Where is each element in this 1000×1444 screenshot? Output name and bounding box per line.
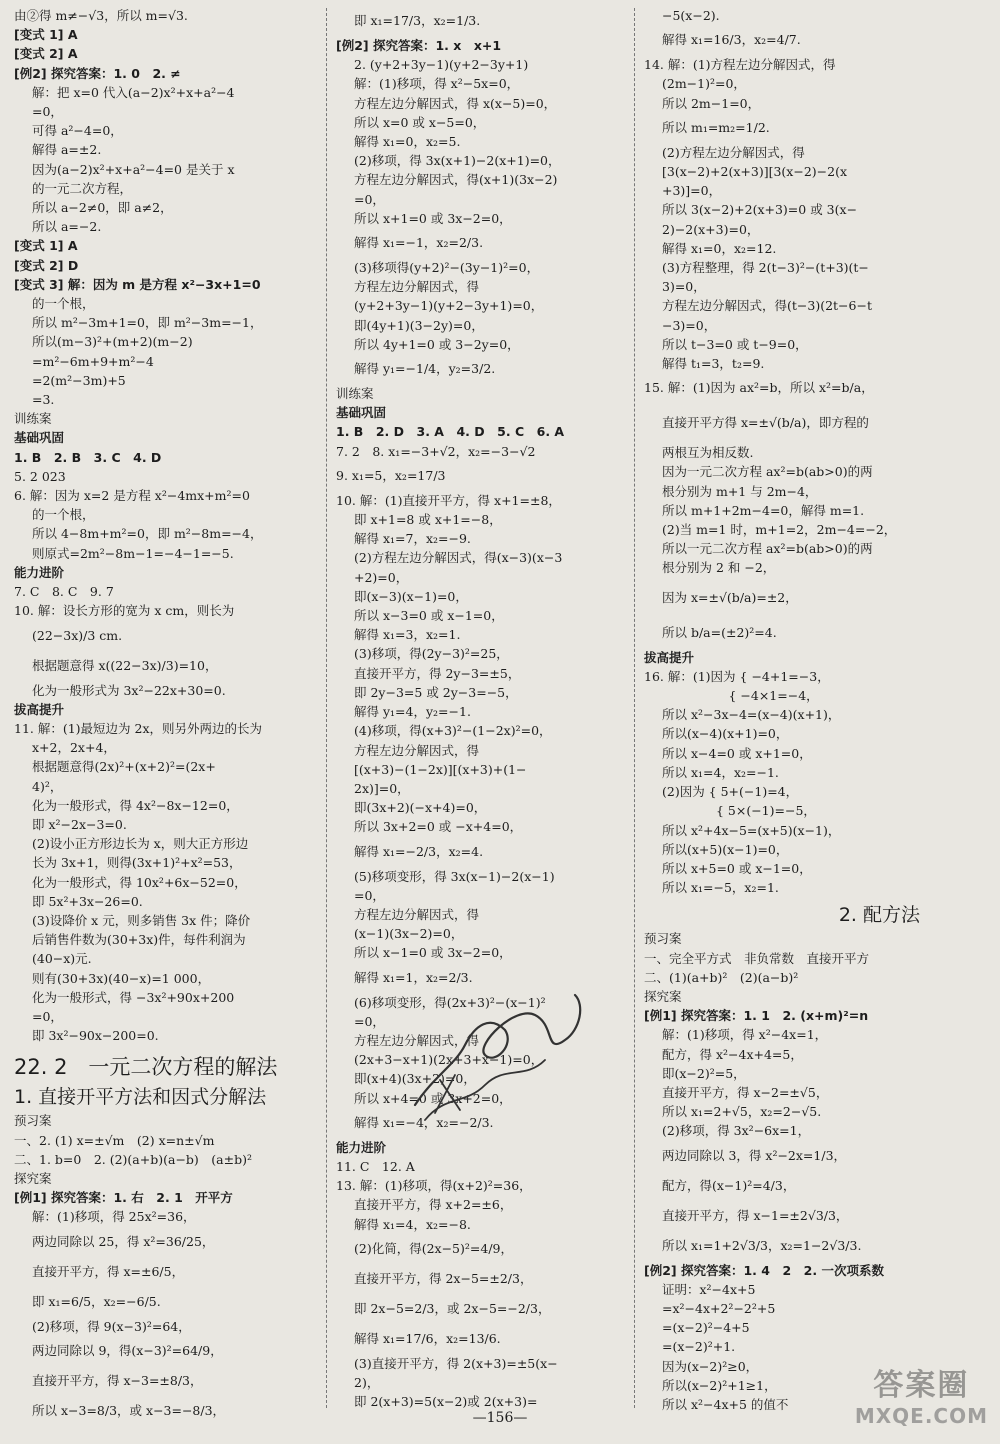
answer-line: (3)方程整理，得 2(t−3)²−(t+3)(t− — [662, 260, 869, 276]
answer-line: 即(x+4)(3x+2)=0， — [354, 1071, 476, 1087]
answer-line: 所以 2m−1=0， — [662, 95, 761, 111]
answer-line: 5. 2 023 — [14, 468, 66, 484]
answer-line: 所以 4y+1=0 或 3−2y=0， — [354, 336, 520, 352]
answer-line: (40−x)元. — [32, 951, 92, 967]
answer-line: (2)化简，得(2x−5)²=4/9， — [354, 1240, 513, 1256]
answer-line: 2. (y+2+3y−1)(y+2−3y+1) — [354, 57, 529, 73]
answer-line: 11. C 12. A — [336, 1158, 415, 1174]
answer-line: 解得 x₁=17/6，x₂=13/6. — [354, 1330, 501, 1346]
section-label: 训练案 — [14, 411, 52, 427]
answer-line: 解得 x₁=3，x₂=1. — [354, 627, 461, 643]
answer-line: 直接开平方，得 2y−3=±5， — [354, 665, 521, 681]
answer-line: 所以(x−2)²+1≥1， — [662, 1377, 777, 1393]
answer-line: 直接开平方，得 x=±6/5， — [32, 1263, 185, 1279]
answer-line: 14. 解：(1)方程左边分解因式，得 — [644, 57, 836, 73]
answer-line: (2)方程左边分解因式，得(x−3)(x−3 — [354, 550, 563, 566]
answer-column-2 — [336, 6, 628, 1411]
answer-line: 则有(30+3x)(40−x)=1 000， — [32, 970, 211, 986]
answer-line: 所以 x²−3x−4=(x−4)(x+1)， — [662, 707, 841, 723]
subsection-title: 2. 配方法 — [838, 904, 920, 927]
answer-line: =3. — [32, 392, 55, 408]
answer-line: 即 x₁=17/3，x₂=1/3. — [354, 13, 481, 28]
answer-line: 所以 x−3=0 或 x−1=0， — [354, 608, 504, 624]
subsection-title: 1. 直接开平方法和因式分解法 — [14, 1086, 267, 1109]
answer-line: 所以 x+1=0 或 3x−2=0， — [354, 210, 512, 226]
answer-line: 所以 4−8m+m²=0，即 m²−8m=−4， — [32, 526, 263, 542]
section-heading: [变式 2] D — [14, 257, 79, 273]
answer-line: 13. 解：(1)移项，得(x+2)²=36， — [336, 1178, 532, 1194]
answer-line: (3)直接开平方，得 2(x+3)=±5(x− — [354, 1355, 558, 1371]
answer-line: 9. x₁=5，x₂=17/3 — [336, 467, 446, 483]
section-heading: [例2] 探究答案：1. x x+1 — [336, 38, 502, 53]
answer-line: 所以 b/a=(±2)²=4. — [662, 624, 777, 640]
answer-line: 即(4y+1)(3−2y)=0， — [354, 317, 484, 333]
watermark-logo-text: 答案圈 — [873, 1368, 970, 1403]
section-heading: [例1] 探究答案：1. 右 2. 1 开平方 — [14, 1190, 233, 1206]
answer-line: 即 2y−3=5 或 2y−3=−5， — [354, 684, 518, 700]
answer-line: 6. 解：因为 x=2 是方程 x²−4mx+m²=0 — [14, 488, 250, 504]
answer-line: 方程左边分解因式，得 x(x−5)=0， — [354, 95, 557, 111]
answer-line: (2m−1)²=0， — [662, 76, 746, 92]
answer-line: (5)移项变形，得 3x(x−1)−2(x−1) — [354, 868, 555, 884]
answer-line: { 5×(−1)=−5， — [662, 803, 816, 819]
answer-line: 所以 x₁=2+√5，x₂=2−√5. — [662, 1104, 822, 1120]
answer-line: 即 x+1=8 或 x+1=−8， — [354, 512, 502, 528]
answer-line: (22−3x)/3 cm. — [32, 627, 123, 643]
answer-line: x+2，2x+4， — [32, 740, 116, 756]
answer-line: 所以 x+5=0 或 x−1=0， — [662, 860, 812, 876]
section-heading: [例2] 探究答案：1. 4 2 2. 一次项系数 — [644, 1262, 884, 1278]
section-heading: 能力进阶 — [336, 1139, 387, 1155]
answer-line: 7. 2 8. x₁=−3+√2，x₂=−3−√2 — [336, 443, 536, 459]
answer-line: (2)设小正方形边长为 x，则大正方形边 — [32, 836, 249, 852]
answer-line: 所以 x²−4x+5 的值不 — [662, 1396, 789, 1412]
page-number: —156— — [472, 1410, 528, 1426]
answer-line: 所以 x²+4x−5=(x+5)(x−1)， — [662, 822, 841, 838]
answer-line: 所以 a−2≠0，即 a≠2， — [32, 200, 173, 216]
answer-line: 即 2(x+3)=5(x−2)或 2(x+3)= — [354, 1394, 538, 1410]
answer-line: (2)移项，得 9(x−3)²=64， — [32, 1318, 191, 1334]
answer-line: 解得 x₁=0，x₂=5. — [354, 134, 461, 150]
answer-line: 方程左边分解因式，得 — [354, 1032, 480, 1048]
answer-line: =0， — [354, 191, 385, 207]
answer-line: 两边同除以 9，得(x−3)²=64/9， — [32, 1342, 223, 1358]
answer-line: (3)移项得(y+2)²−(3y−1)²=0， — [354, 260, 540, 276]
answer-line: 化为一般形式，得 4x²−8x−12=0， — [32, 797, 239, 813]
answer-line: =2(m²−3m)+5 — [32, 372, 126, 388]
answer-line: (2x+3−x+1)(2x+3+x−1)=0， — [354, 1052, 544, 1068]
answer-line: 2)−2(x+3)=0， — [662, 221, 760, 237]
answer-line: 所以 m²−3m+1=0，即 m²−3m=−1， — [32, 315, 263, 331]
answer-line: (2)移项，得 3x(x+1)−2(x+1)=0， — [354, 153, 561, 169]
answer-line: =(x−2)²+1. — [662, 1339, 736, 1355]
column-divider — [634, 8, 635, 1408]
answer-line: (2)移项，得 3x²−6x=1， — [662, 1123, 811, 1139]
answer-line: 根据题意得(2x)²+(x+2)²=(2x+ — [32, 759, 216, 775]
answer-line: =(x−2)²−4+5 — [662, 1320, 750, 1336]
answer-line: =0， — [354, 1013, 385, 1029]
answer-line: 两边同除以 3，得 x²−2x=1/3， — [662, 1147, 847, 1163]
answer-line: 3)=0， — [662, 279, 706, 295]
answer-line: 所以 x−4=0 或 x+1=0， — [662, 745, 812, 761]
answer-line: 方程左边分解因式，得 — [354, 906, 480, 922]
answer-line: (x−1)(3x−2)=0， — [354, 926, 464, 942]
answer-line: 根据题意得 x((22−3x)/3)=10， — [32, 657, 218, 673]
answer-line: =0， — [32, 104, 63, 120]
answer-line: 化为一般形式，得 −3x²+90x+200 — [32, 989, 235, 1005]
answer-line: 7. C 8. C 9. 7 — [14, 584, 114, 600]
answer-line: =0， — [354, 887, 385, 903]
answer-column-3 — [644, 6, 990, 1414]
answer-line: 一、2. (1) x=±√m (2) x=n±√m — [14, 1132, 215, 1148]
answer-line: (2)当 m=1 时，m+1=2，2m−4=−2， — [662, 522, 897, 538]
answer-line: 解：(1)移项，得 x²−5x=0， — [354, 76, 520, 92]
section-heading: [变式 1] A — [14, 238, 78, 254]
answer-line: 解得 y₁=4，y₂=−1. — [354, 704, 471, 720]
watermark-logo — [855, 1360, 988, 1428]
answer-line: 解得 x₁=−1，x₂=2/3. — [354, 235, 484, 251]
section-heading: [变式 1] A — [14, 27, 78, 43]
answer-column-1 — [14, 6, 319, 1426]
answer-line: 直接开平方，得 x+2=±6， — [354, 1197, 513, 1213]
answer-line: 方程左边分解因式，得 — [354, 279, 480, 295]
answer-line: 即(3x+2)(−x+4)=0， — [354, 800, 487, 816]
answer-line: 2)， — [354, 1374, 380, 1390]
section-heading: 1. B 2. B 3. C 4. D — [14, 449, 162, 465]
section-label: 探究案 — [14, 1170, 52, 1186]
answer-line: 因为(a−2)x²+x+a²−4=0 是关于 x — [32, 161, 235, 177]
answer-line: 解得 x₁=0，x₂=12. — [662, 240, 777, 256]
section-label: 训练案 — [336, 386, 374, 402]
answer-line: 两根互为相反数. — [662, 445, 754, 461]
answer-line: 10. 解：(1)直接开平方，得 x+1=±8， — [336, 492, 561, 508]
answer-line: 方程左边分解因式，得(t−3)(2t−6−t — [662, 298, 872, 314]
answer-line: 根分别为 m+1 与 2m−4， — [662, 483, 818, 499]
column-divider — [326, 8, 327, 1408]
section-label: 探究案 — [644, 988, 682, 1004]
answer-line: 解得 x₁=7，x₂=−9. — [354, 531, 471, 547]
answer-line: 11. 解：(1)最短边为 2x，则另外两边的长为 — [14, 720, 263, 736]
section-heading: [例2] 探究答案：1. 0 2. ≠ — [14, 65, 181, 81]
section-heading: 拔高提升 — [14, 701, 65, 717]
answer-line: 直接开平方，得 x−2=±√5， — [662, 1084, 829, 1100]
answer-line: 即(x−2)²=5， — [662, 1065, 746, 1081]
answer-line: 解得 x₁=1，x₂=2/3. — [354, 969, 473, 985]
answer-line: 因为(x−2)²≥0， — [662, 1358, 759, 1374]
watermark-url: MXQE.COM — [854, 1404, 988, 1428]
answer-line: 4)²， — [32, 778, 63, 794]
answer-line: 化为一般形式，得 10x²+6x−52=0， — [32, 874, 247, 890]
answer-line: (3)设降价 x 元，则多销售 3x 件；降价 — [32, 912, 251, 928]
answer-line: 所以 m+1+2m−4=0，解得 m=1. — [662, 502, 865, 518]
answer-line: 2x)]=0， — [354, 780, 410, 796]
answer-line: 解得 y₁=−1/4，y₂=3/2. — [354, 361, 496, 377]
section-heading: 1. B 2. D 3. A 4. D 5. C 6. A — [336, 424, 565, 440]
answer-line: 可得 a²−4=0， — [32, 123, 123, 139]
answer-line: 所以(x+5)(x−1)=0， — [662, 841, 789, 857]
answer-line: 所以 m₁=m₂=1/2. — [662, 119, 770, 135]
answer-line: 所以(m−3)²+(m+2)(m−2) — [32, 334, 193, 350]
answer-line: 所以一元二次方程 ax²=b(ab>0)的两 — [662, 541, 873, 557]
answer-line: 方程左边分解因式，得 — [354, 742, 480, 758]
answer-line: 因为 x=±√(b/a)=±2， — [662, 589, 798, 605]
answer-line: (3)移项，得(2y−3)²=25， — [354, 646, 509, 662]
answer-line: 所以 x₁=4，x₂=−1. — [662, 764, 779, 780]
answer-line: 即 2x−5=2/3，或 2x−5=−2/3， — [354, 1300, 551, 1316]
answer-line: (6)移项变形，得(2x+3)²−(x−1)² — [354, 994, 546, 1010]
handwritten-scribble — [395, 985, 595, 1125]
answer-line: 所以 t−3=0 或 t−9=0， — [662, 336, 808, 352]
answer-line: (y+2+3y−1)(y+2−3y+1)=0， — [354, 298, 544, 314]
answer-line: (2)因为 { 5+(−1)=4， — [662, 784, 799, 800]
answer-line: 所以 x−1=0 或 3x−2=0， — [354, 945, 512, 961]
section-label: 预习案 — [644, 931, 682, 947]
section-heading: 基础巩固 — [14, 430, 65, 446]
answer-line: 二、1. b=0 2. (2)(a+b)(a−b) (a±b)² — [14, 1151, 252, 1167]
answer-line: 所以 x₁=−5，x₂=1. — [662, 880, 779, 896]
answer-line: 15. 解：(1)因为 ax²=b，所以 x²=b/a， — [644, 380, 874, 396]
answer-line: 所以 x−3=8/3，或 x−3=−8/3， — [32, 1402, 226, 1418]
answer-line: (2)方程左边分解因式，得 — [662, 144, 805, 160]
answer-line: 解：(1)移项，得 25x²=36， — [32, 1209, 196, 1225]
answer-line: +3)]=0， — [662, 183, 722, 199]
answer-line: 方程左边分解因式，得(x+1)(3x−2) — [354, 172, 558, 188]
answer-line: −3)=0， — [662, 317, 717, 333]
answer-line: 二、(1)(a+b)² (2)(a−b)² — [644, 969, 799, 985]
answer-line: 解得 x₁=−2/3，x₂=4. — [354, 843, 484, 859]
section-heading: [例1] 探究答案：1. 1 2. (x+m)²=n — [644, 1008, 869, 1024]
answer-line: 因为一元二次方程 ax²=b(ab>0)的两 — [662, 464, 873, 480]
section-heading: [变式 3] 解：因为 m 是方程 x²−3x+1=0 — [14, 276, 261, 292]
answer-line: 根分别为 2 和 −2， — [662, 560, 776, 576]
answer-line: 解得 x₁=16/3，x₂=4/7. — [662, 32, 801, 48]
section-heading: 基础巩固 — [336, 405, 387, 421]
answer-line: [3(x−2)+2(x+3)][3(x−2)−2(x — [662, 164, 848, 180]
answer-line: 的一个根， — [32, 296, 95, 312]
answer-line: −5(x−2). — [662, 8, 720, 23]
answer-line: (4)移项，得(x+3)²−(1−2x)²=0， — [354, 723, 552, 739]
answer-line: 配方，得 x²−4x+4=5， — [662, 1046, 803, 1062]
answer-line: 的一元二次方程， — [32, 180, 133, 196]
answer-line: [(x+3)−(1−2x)][(x+3)+(1− — [354, 761, 527, 777]
answer-line: 的一个根， — [32, 507, 95, 523]
answer-line: 后销售件数为(30+3x)件，每件利润为 — [32, 932, 246, 948]
answer-line: 所以(x−4)(x+1)=0， — [662, 726, 789, 742]
answer-line: 即 5x²+3x−26=0. — [32, 893, 143, 909]
answer-line: =x²−4x+2²−2²+5 — [662, 1300, 776, 1316]
answer-line: =0， — [32, 1008, 63, 1024]
section-label: 预习案 — [14, 1113, 52, 1129]
answer-line: 直接开平方，得 x−1=±2√3/3， — [662, 1207, 849, 1223]
answer-line: 长为 3x+1，则得(3x+1)²+x²=53， — [32, 855, 242, 871]
section-heading: 能力进阶 — [14, 564, 65, 580]
answer-line: 由②得 m≠−√3，所以 m=√3. — [14, 8, 188, 23]
chapter-title: 22. 2 一元二次方程的解法 — [14, 1055, 278, 1080]
answer-line: 解：(1)移项，得 x²−4x=1， — [662, 1027, 828, 1043]
answer-line: 16. 解：(1)因为 { −4+1=−3， — [644, 668, 830, 684]
answer-line: 即 x₁=6/5，x₂=−6/5. — [32, 1293, 161, 1309]
answer-line: =m²−6m+9+m²−4 — [32, 353, 154, 369]
answer-line: 一、完全平方式 非负常数 直接开平方 — [644, 950, 870, 966]
answer-line: 所以 a=−2. — [32, 219, 102, 235]
answer-line: 配方，得(x−1)²=4/3， — [662, 1177, 796, 1193]
answer-line: { −4×1=−4， — [662, 688, 819, 704]
answer-line: 解得 x₁=−4，x₂=−2/3. — [354, 1114, 494, 1130]
answer-line: 直接开平方，得 x−3=±8/3， — [32, 1372, 203, 1388]
answer-line: 所以 x₁=1+2√3/3，x₂=1−2√3/3. — [662, 1237, 862, 1253]
answer-line: 所以 3(x−2)+2(x+3)=0 或 3(x− — [662, 202, 858, 218]
answer-line: 证明：x²−4x+5 — [662, 1281, 756, 1297]
answer-line: 即 x²−2x−3=0. — [32, 816, 127, 832]
answer-line: 则原式=2m²−8m−1=−4−1=−5. — [32, 545, 234, 561]
answer-line: 所以 x=0 或 x−5=0， — [354, 114, 486, 130]
answer-line: 即(x−3)(x−1)=0， — [354, 588, 468, 604]
answer-line: 10. 解：设长方形的宽为 x cm，则长为 — [14, 603, 235, 619]
answer-line: 直接开平方得 x=±√(b/a)，即方程的 — [662, 415, 869, 431]
section-heading: 拔高提升 — [644, 649, 695, 665]
answer-line: 所以 x+4=0 或 3x+2=0， — [354, 1090, 512, 1106]
answer-line: 解得 x₁=4，x₂=−8. — [354, 1216, 471, 1232]
answer-line: 两边同除以 25，得 x²=36/25， — [32, 1233, 215, 1249]
answer-line: 解得 t₁=3，t₂=9. — [662, 356, 765, 372]
answer-line: +2)=0， — [354, 569, 409, 585]
answer-line: 化为一般形式为 3x²−22x+30=0. — [32, 682, 226, 698]
answer-line: 所以 3x+2=0 或 −x+4=0， — [354, 819, 523, 835]
answer-line: 解：把 x=0 代入(a−2)x²+x+a²−4 — [32, 84, 235, 100]
answer-line: 直接开平方，得 2x−5=±2/3， — [354, 1270, 533, 1286]
answer-line: 即 3x²−90x−200=0. — [32, 1028, 159, 1044]
answer-line: 解得 a=±2. — [32, 142, 102, 158]
section-heading: [变式 2] A — [14, 46, 78, 62]
